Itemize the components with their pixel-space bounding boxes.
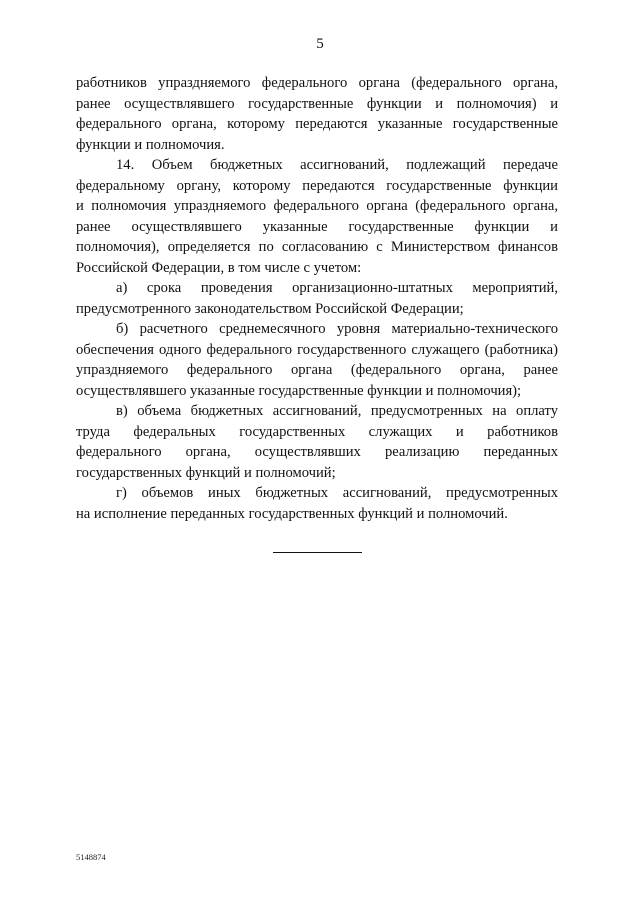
text-line: ранее осуществлявшего указанные государственные функции и <box>76 218 558 235</box>
text-line: ранее осуществлявшего государственные функции и полномочия) и <box>76 95 558 112</box>
paragraph <box>76 401 558 483</box>
text-line: полномочия), определяется по согласованию с Министерством финансов <box>76 239 558 255</box>
text-line: федерального органа, которому передаются указанные государственные <box>76 116 558 132</box>
paragraph <box>76 319 558 401</box>
paragraph <box>76 278 558 319</box>
text-line: б) расчетного среднемесячного уровня материально-технического <box>116 321 558 337</box>
paragraph <box>76 73 558 155</box>
text-line: упраздняемого федерального органа (федерального органа, ранее <box>76 362 558 378</box>
text-line: функции и полномочия. <box>76 136 225 153</box>
page-number: 5 <box>316 36 324 52</box>
text-line: на исполнение переданных государственных функций и полномочий. <box>76 505 508 522</box>
text-line: г) объемов иных бюджетных ассигнований, предусмотренных <box>116 485 558 501</box>
document-body <box>76 73 558 524</box>
text-line: работников упраздняемого федерального органа (федерального органа, <box>76 75 558 91</box>
text-line: а) срока проведения организационно-штатных мероприятий, <box>116 280 558 296</box>
paragraph <box>76 155 558 278</box>
text-line: в) объема бюджетных ассигнований, предусмотренных на оплату <box>116 403 558 419</box>
paragraph <box>76 483 558 524</box>
text-line: предусмотренного законодательством Российской Федерации; <box>76 300 464 317</box>
text-line: федерального органа, осуществлявших реализацию переданных <box>76 444 558 460</box>
text-line: 14. Объем бюджетных ассигнований, подлежащий передаче <box>116 157 558 173</box>
text-line: труда федеральных государственных служащих и работников <box>76 423 558 440</box>
document-id: 5148874 <box>76 852 106 862</box>
text-line: государственных функций и полномочий; <box>76 464 336 481</box>
text-line: осуществлявшего указанные государственные функции и полномочия); <box>76 382 522 399</box>
text-line: и полномочия упраздняемого федерального органа (федерального органа, <box>76 198 558 214</box>
text-line: федеральному органу, которому передаются государственные функции <box>76 177 558 194</box>
text-line: Российской Федерации, в том числе с учетом: <box>76 259 362 276</box>
text-line: обеспечения одного федерального государственного служащего (работника) <box>76 341 558 358</box>
closing-rule <box>273 552 362 553</box>
